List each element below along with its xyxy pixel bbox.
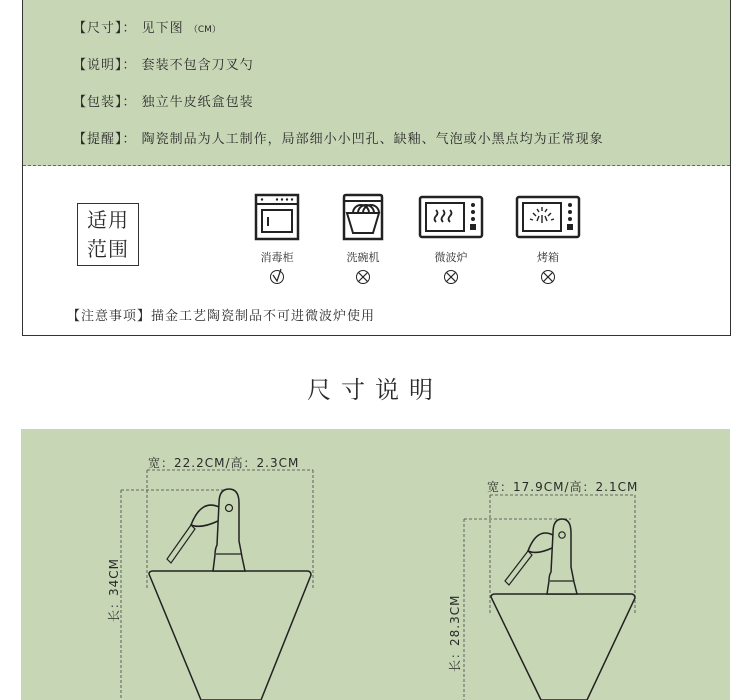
appliance-name: 烤箱 [537,251,559,264]
appliance-name: 微波炉 [434,251,468,264]
dishwasher-icon [339,193,387,241]
spec-label: 【提醒】： [73,132,137,147]
spec-value: 陶瓷制品为人工制作，局部细小小凹孔、缺釉、气泡或小黑点均为正常现象 [141,132,604,147]
disinfection-cabinet-icon [253,193,301,241]
cross-icon [513,267,583,285]
spec-row-description [73,54,254,73]
appliance-name: 消毒柜 [260,251,294,264]
product-info-box [22,0,731,336]
spec-panel [23,0,730,166]
section-title: 尺寸说明 [307,376,443,404]
check-icon [242,267,312,285]
spec-label: 【说明】： [73,58,137,73]
spec-value: 套装不包含刀叉勺 [141,58,254,73]
appliance-disinfection-cabinet [242,193,312,285]
spec-row-reminder [73,128,604,147]
product-2-length-label: 长：28.3CM [448,594,462,672]
scope-line-1: 适用 [87,208,129,232]
care-note: 【注意事项】描金工艺陶瓷制品不可进微波炉使用 [67,309,376,324]
applicable-scope-label [77,203,139,266]
cross-icon [328,267,398,285]
scope-line-2: 范围 [87,237,129,261]
product-1-length-label: 长：34CM [107,557,121,622]
cross-icon [416,267,486,285]
appliance-name: 洗碗机 [346,251,380,264]
spec-value: 见下图 [141,21,184,36]
appliance-microwave [416,193,486,285]
product-2-drawing [21,429,730,700]
dashed-divider [23,165,730,166]
spec-label: 【尺寸】： [73,21,137,36]
product-2-width-label: 宽：17.9CM/高：2.1CM [487,480,639,494]
appliance-oven [513,193,583,285]
spec-label: 【包装】： [73,95,137,110]
spec-row-packaging [73,91,254,110]
product-1-width-label: 宽：22.2CM/高：2.3CM [148,456,300,470]
spec-value: 独立牛皮纸盒包装 [141,95,254,110]
microwave-icon [418,193,484,241]
oven-icon [515,193,581,241]
spec-row-size [73,17,221,36]
spec-unit: （CM） [188,25,221,35]
dimension-panel [21,429,730,700]
appliance-dishwasher [328,193,398,285]
